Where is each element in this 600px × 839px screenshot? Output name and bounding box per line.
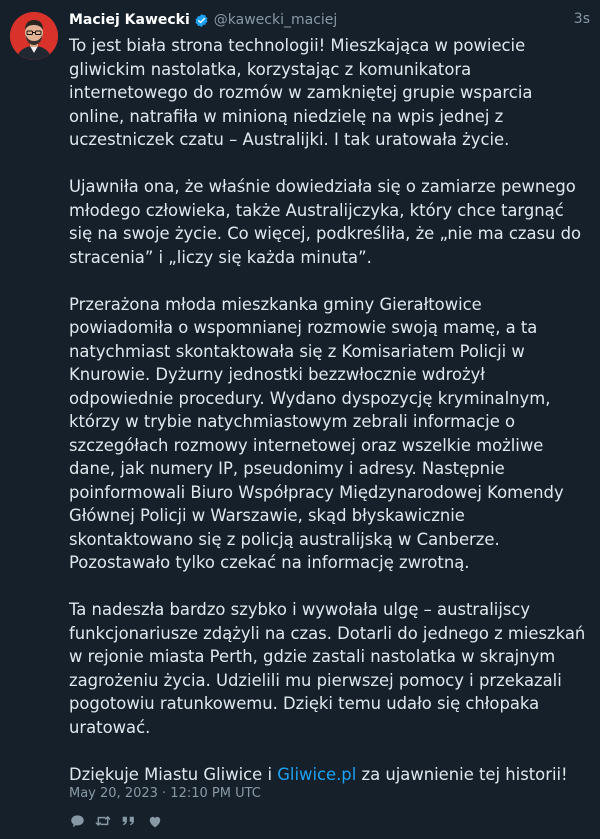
like-icon[interactable] [147,813,163,829]
closing-text-before: Dziękuje Miastu Gliwice i [69,764,278,784]
gliwice-link[interactable]: Gliwice.pl [277,764,357,784]
tweet-paragraph: Przerażona młoda mieszkanka gminy Gierałtowice powiadomiła o wspomnianej rozmowie swoją mamę, a ta natychmiast skontaktowała się z Komisariatem Policji w Knurowie. Dyżurny jednostki bezzwłocznie wdrożył odpowiednie procedury. Wydano dyspozycję kryminalnym, którzy w trybie natychmiastowym zebrali informacje o szczegółach rozmowy internetowej oraz wszelkie możliwe dane, jak numery IP, pseudonimy i adresy. Następnie poinformowali Biuro Współpracy Międzynarodowej Komendy Głównej Policji w Warszawie, skąd błyskawicznie skontaktowano się z policją australijską w Canberze. Pozostawało tylko czekać na informację zwrotną. [69,294,564,572]
tweet-header [69,9,590,31]
closing-text-after: za ujawnienie tej historii! [356,764,568,784]
verified-badge-icon [194,13,209,28]
tweet-paragraph: Ujawniła ona, że właśnie dowiedziała się o zamiarze pewnego młodego człowieka, także Australijczyka, który chce targnąć się na swoje życie. Co więcej, podkreśliła, że „nie ma czasu do stracenia” i „liczy się każda minuta”. [69,177,582,267]
tweet-paragraph: Ta nadeszła bardzo szybko i wywołała ulgę – australijscy funkcjonariusze zdążyli na czas. Dotarli do jednego z mieszkań w rejonie miasta Perth, gdzie zastali nastolatka w skrajnym zagrożeniu życia. Udzielili mu pierwszej pomocy i przekazali pogotowiu ratunkowemu. Dzięki temu udało się chłopaka uratować. [69,600,586,737]
retweet-icon[interactable] [95,813,111,829]
relative-time[interactable]: 3s [573,11,590,27]
reply-icon[interactable] [69,813,85,829]
tweet-closing-paragraph [69,763,591,787]
tweet-timestamp[interactable]: May 20, 2023 · 12:10 PM UTC [69,786,261,801]
quote-icon[interactable] [121,813,137,829]
author-display-name[interactable]: Maciej Kawecki [69,12,190,28]
tweet-body [69,34,591,786]
tweet-paragraph: To jest biała strona technologii! Mieszkająca w powiecie gliwickim nastolatka, korzystając z komunikatora internetowego do rozmów w zamkniętej grupie wsparcia online, natrafiła w minioną niedzielę na wpis jednej z uczestniczek czatu – Australijki. I tak uratowała życie. [69,36,533,149]
avatar[interactable] [10,12,58,60]
author-handle[interactable]: @kawecki_maciej [213,12,338,28]
avatar-portrait-icon [10,12,58,60]
tweet-actions [69,813,163,829]
